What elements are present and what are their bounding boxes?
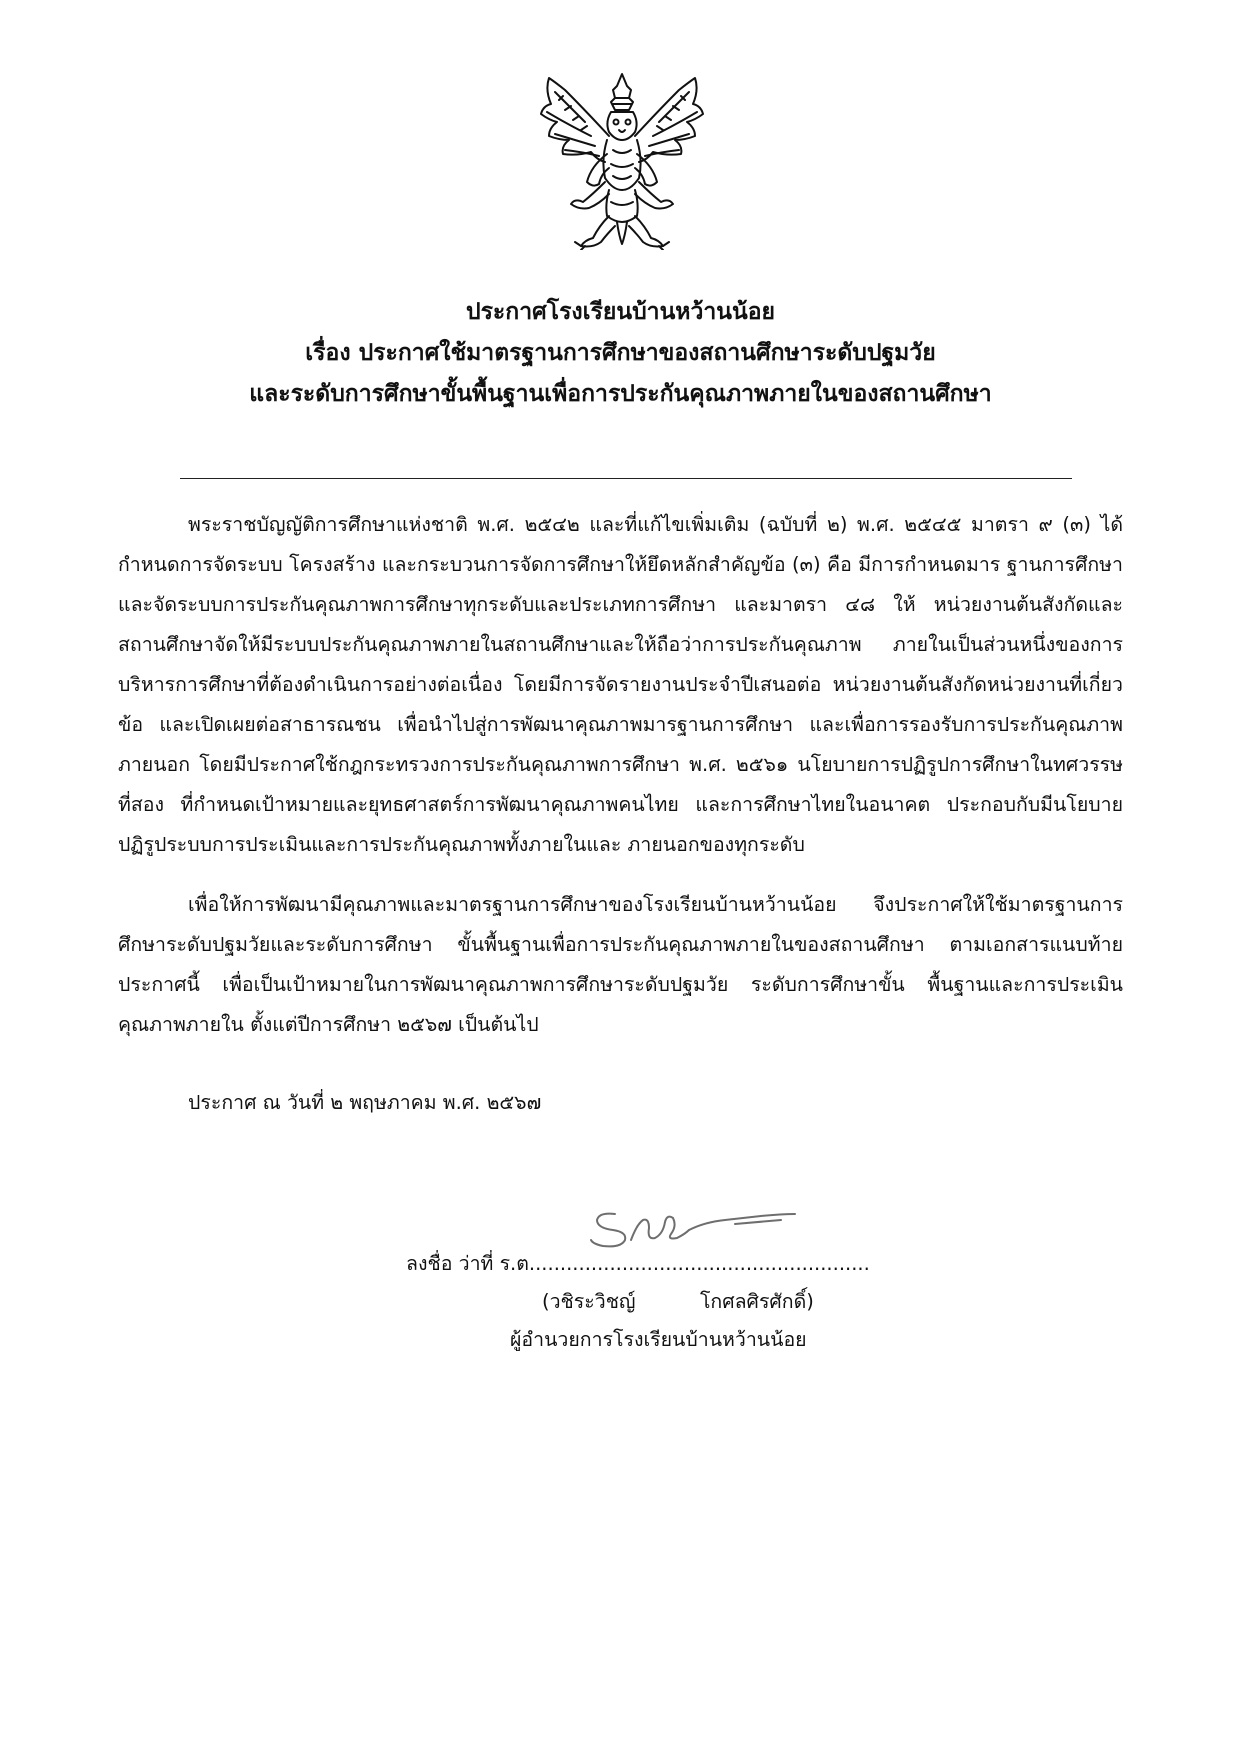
announcement-date: ประกาศ ณ วันที่ ๒ พฤษภาคม พ.ศ. ๒๕๖๗ (188, 1091, 542, 1114)
garuda-emblem-icon (535, 70, 710, 250)
signatory-position: ผู้อำนวยการโรงเรียนบ้านหว้านน้อย (510, 1328, 807, 1351)
title-block (0, 292, 1241, 415)
body-paragraph-2: เพื่อให้การพัฒนามีคุณภาพและมาตรฐานการศึกษาของโรงเรียนบ้านหว้านน้อย จึงประกาศให้ใช้มาตรฐานการศึกษาระดับปฐมวัยและระดับการศึกษา ขั้นพื้นฐานเพื่อการประกันคุณภาพภายในของสถานศึกษา ตามเอกสารแนบท้ายประกาศนี้ เพื่อเป็นเป้าหมายในการพัฒนาคุณภาพการศึกษาระดับปฐมวัย ระดับการศึกษาขั้น พื้นฐานและการประเมินคุณภาพภายใน ตั้งแต่ปีการศึกษา ๒๕๖๗ เป็นต้นไป (118, 893, 1123, 1036)
announcement-subject: เรื่อง ประกาศใช้มาตรฐานการศึกษาของสถานศึกษาระดับปฐมวัย (305, 340, 936, 366)
announcement-title: ประกาศโรงเรียนบ้านหว้านน้อย (465, 299, 776, 325)
signature-label: ลงชื่อ ว่าที่ ร.ต....................................................... (406, 1252, 870, 1275)
signatory-last-name: โกศลศิรศักดิ์) (699, 1290, 814, 1313)
signatory-name (542, 1283, 814, 1321)
signatory-first-name: (วชิระวิชญ์ (542, 1290, 636, 1313)
body-paragraph-1: พระราชบัญญัติการศึกษาแห่งชาติ พ.ศ. ๒๕๔๒ และที่แก้ไขเพิ่มเติม (ฉบับที่ ๒) พ.ศ. ๒๕๔๕ มาตรา ๙ (๓) ได้กำหนดการจัดระบบ โครงสร้าง และกระบวนการจัดการศึกษาให้ยึดหลักสำคัญข้อ (๓) คือ มีการกำหนดมาร ฐานการศึกษา และจัดระบบการประกันคุณภาพการศึกษาทุกระดับและประเภทการศึกษา และมาตรา ๔๘ ให้ หน่วยงานต้นสังกัดและสถานศึกษาจัดให้มีระบบประกันคุณภาพภายในสถานศึกษาและให้ถือว่าการประกันคุณภาพ ภายในเป็นส่วนหนึ่งของการบริหารการศึกษาที่ต้องดำเนินการอย่างต่อเนื่อง โดยมีการจัดรายงานประจำปีเสนอต่อ หน่วยงานต้นสังกัดหน่วยงานที่เกี่ยวข้อ และเปิดเผยต่อสาธารณชน เพื่อนำไปสู่การพัฒนาคุณภาพมารฐานการศึกษา และเพื่อการรองรับการประกันคุณภาพภายนอก โดยมีประกาศใช้กฎกระทรวงการประกันคุณภาพการศึกษา พ.ศ. ๒๕๖๑ นโยบายการปฏิรูปการศึกษาในทศวรรษที่สอง ที่กำหนดเป้าหมายและยุทธศาสตร์การพัฒนาคุณภาพคนไทย และการศึกษาไทยในอนาคต ประกอบกับมีนโยบายปฏิรูประบบการประเมินและการประกันคุณภาพทั้งภายในและ ภายนอกของทุกระดับ (118, 513, 1123, 856)
announcement-subject-continued: และระดับการศึกษาขั้นพื้นฐานเพื่อการประกันคุณภาพภายในของสถานศึกษา (249, 381, 992, 407)
title-divider (180, 478, 1072, 479)
